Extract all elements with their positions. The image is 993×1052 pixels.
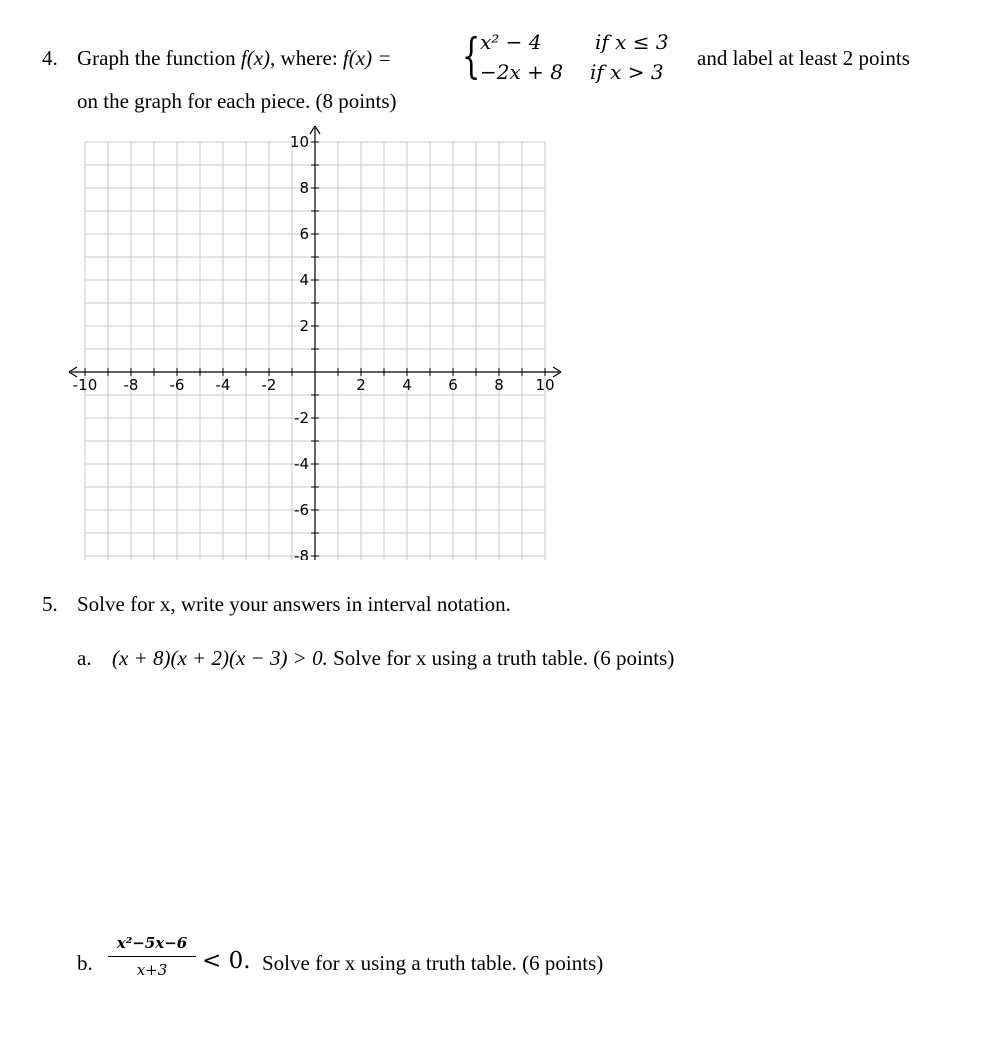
question-4-number: 4. — [42, 46, 58, 70]
y-tick-label: 4 — [299, 271, 309, 289]
question-5b-label: b. — [77, 951, 93, 975]
question-5a-expression: (x + 8)(x + 2)(x − 3) > 0. — [112, 646, 328, 670]
coordinate-grid[interactable] — [55, 120, 585, 560]
x-tick-label: 8 — [494, 376, 504, 394]
fraction-numerator: x²−5x−6 — [108, 934, 196, 957]
x-tick-label: 2 — [356, 376, 366, 394]
question-5a-text — [112, 646, 674, 671]
y-tick-label: -6 — [294, 501, 309, 519]
y-tick-label: 2 — [299, 317, 309, 335]
x-tick-label: -4 — [215, 376, 231, 394]
case-1-expr: x² − 4 — [480, 30, 542, 54]
question-4-fx: f(x) — [240, 46, 271, 70]
x-tick-label: -8 — [123, 376, 139, 394]
x-tick-label: -10 — [72, 376, 98, 394]
case-2-expr: −2x + 8 — [480, 60, 563, 84]
y-tick-label: -8 — [294, 547, 309, 560]
question-5a-instruction: Solve for x using a truth table. (6 points) — [333, 646, 675, 670]
question-4-text — [77, 46, 391, 71]
question-5a-label: a. — [77, 646, 92, 670]
question-5-number: 5. — [42, 592, 58, 616]
question-4-trailing-text: and label at least 2 points — [697, 46, 910, 70]
y-tick-label: 10 — [289, 133, 309, 151]
case-2-condition: if x > 3 — [590, 60, 664, 84]
y-tick-label: 8 — [299, 179, 309, 197]
x-tick-label: -6 — [169, 376, 185, 394]
question-5b-inequality: < 0. — [202, 948, 251, 974]
question-4-where: , where: — [270, 46, 338, 70]
x-tick-label: 6 — [448, 376, 458, 394]
y-tick-label: 6 — [299, 225, 309, 243]
question-4-fx-eq: f(x) = — [342, 46, 392, 70]
question-5b-instruction: Solve for x using a truth table. (6 points) — [262, 951, 604, 975]
left-brace: { — [462, 28, 481, 84]
x-tick-label: -2 — [261, 376, 277, 394]
y-tick-label: -2 — [294, 409, 309, 427]
y-tick-label: -4 — [294, 455, 309, 473]
question-5-text: Solve for x, write your answers in interval notation. — [77, 592, 511, 616]
question-5b-fraction — [108, 934, 196, 979]
fraction-denominator: x+3 — [136, 961, 168, 979]
piecewise-function — [462, 30, 692, 90]
x-tick-label: 10 — [535, 376, 555, 394]
question-4-prefix: Graph the function — [77, 46, 236, 70]
question-4-line-2: on the graph for each piece. (8 points) — [77, 89, 397, 113]
x-tick-label: 4 — [402, 376, 412, 394]
case-1-condition: if x ≤ 3 — [595, 30, 669, 54]
